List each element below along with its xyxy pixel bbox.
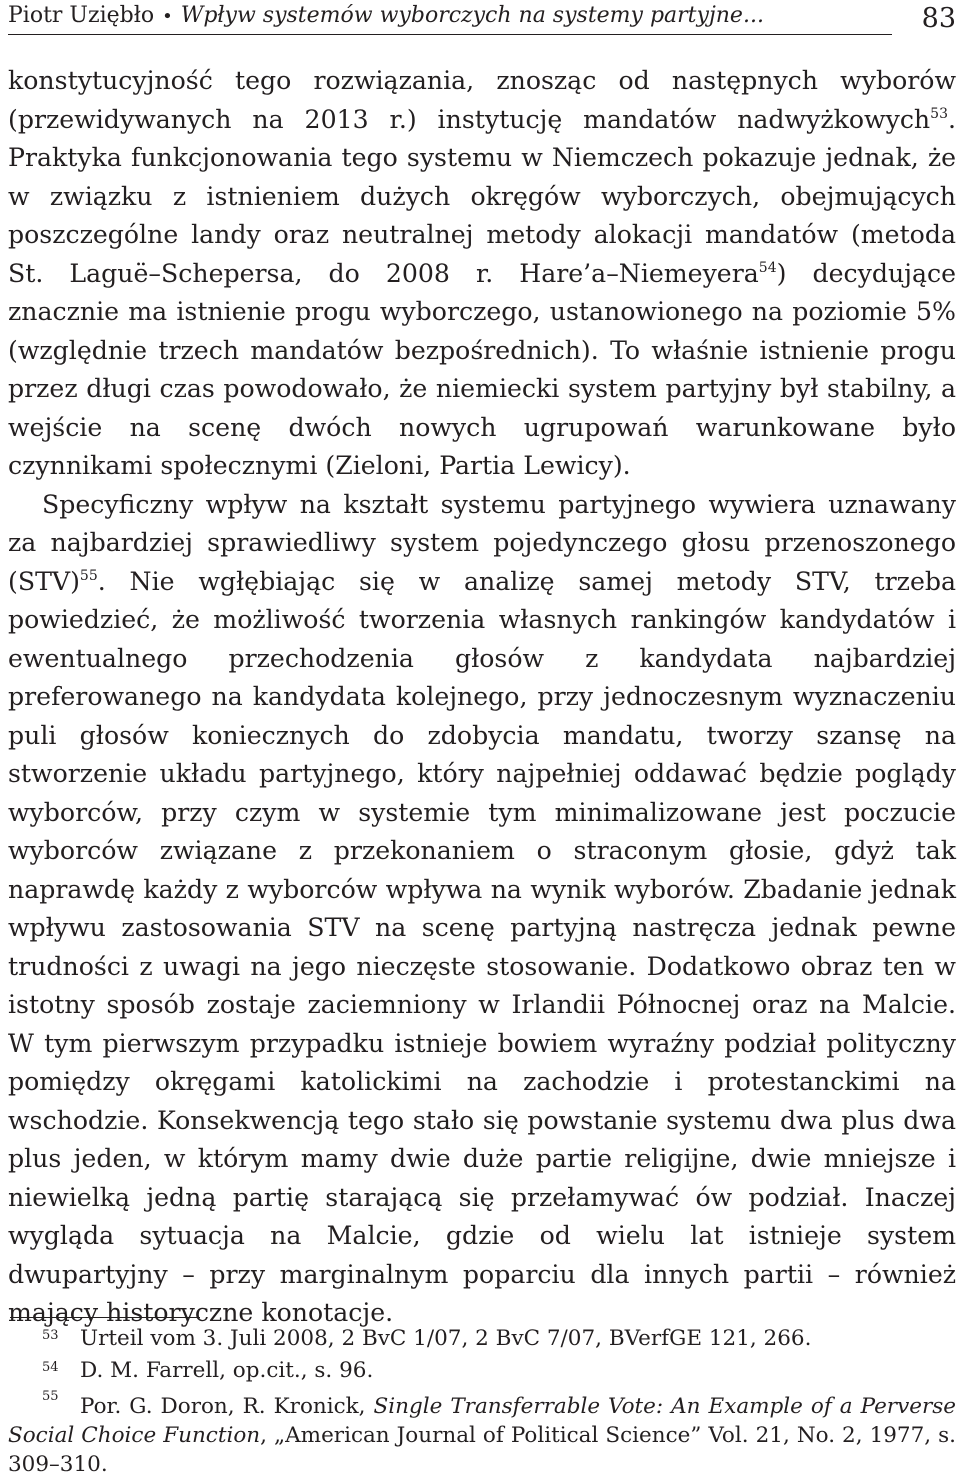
footnote-number: 53 <box>42 1328 59 1343</box>
footnote-53 <box>8 1324 956 1356</box>
paragraph-2-text-b: . Nie wgłębiając się w analizę samej metody STV, trzeba powiedzieć, że możliwość tworzenia własnych rankingów kandydatów i ewentualnego przechodzenia głosów z kandydata najbardziej preferowanego na kandydata kolejnego, przy jednoczesnym wyznaczeniu puli głosów koniecznych do zdobycia mandatu, tworzy szansę na stworzenie układu partyjnego, który najpełniej oddawać będzie poglądy wyborców, przy czym w systemie tym minimalizowane jest poczucie wyborców związane z przekonaniem o straconym głosie, gdyż tak naprawdę każdy z wyborców wpływa na wynik wyborów. Zbadanie jednak wpływu zastosowania STV na scenę partyjną nastręcza jednak pewne trudności z uwagi na jego nieczęste stosowanie. Dodatkowo obraz ten w istotny sposób zostaje zaciemniony w Irlandii Północnej oraz na Malcie. W tym pierwszym przypadku istnieje bowiem wyraźny podział polityczny pomiędzy okręgami katolickimi na zachodzie i protestanckimi na wschodzie. Konsekwencją tego stało się powstanie systemu dwa plus dwa plus jeden, w którym mamy dwie duże partie religijne, dwie mniejsze i niewielką jedną partię starającą się przełamywać ów podział. Inaczej wygląda sytuacja na Malcie, gdzie od wielu lat istnieje system dwupartyjny – przy marginalnym poparciu dla innych partii – również mający historyczne konotacje. <box>8 566 956 1327</box>
footnote-ref-55[interactable]: 55 <box>79 567 98 584</box>
footnote-text: Urteil vom 3. Juli 2008, 2 BvC 1/07, 2 BvC 7/07, BVerfGE 121, 266. <box>80 1326 812 1351</box>
paragraph-1-text-b: . Praktyka funkcjonowania tego systemu w Niemczech pokazuje jednak, że w związku z istnieniem dużych okręgów wyborczych, obejmujących poszczególne landy oraz neutralnej metody alokacji mandatów (metoda St. Laguë–Schepersa, do 2008 r. Hare’a–Niemeyera <box>8 104 956 288</box>
header-bullet: • <box>162 6 173 27</box>
footnote-ref-53[interactable]: 53 <box>930 105 948 122</box>
footnote-divider <box>10 1317 200 1318</box>
footnote-55 <box>8 1388 956 1479</box>
page-number: 83 <box>921 3 956 34</box>
header-author: Piotr Uziębło <box>8 3 155 28</box>
paragraph-1 <box>8 62 956 486</box>
footnote-ref-54[interactable]: 54 <box>758 259 777 276</box>
footnote-number: 54 <box>42 1360 59 1375</box>
body-text <box>8 62 956 1333</box>
footnote-text-prefix: Por. G. Doron, R. Kronick, <box>80 1394 374 1419</box>
footnote-text: D. M. Farrell, op.cit., s. 96. <box>80 1358 374 1383</box>
footnote-article-title: Single Transferrable Vote: An Example of a Perverse Social Choice Function <box>8 1394 956 1448</box>
paragraph-1-text-a: konstytucyjność tego rozwiązania, znosząc od następnych wyborów (przewidywanych na 2013 r.) instytucję mandatów nadwyżkowych <box>8 66 956 134</box>
footnote-54 <box>8 1356 956 1388</box>
footnotes <box>8 1324 956 1479</box>
paragraph-2-text-a: Specyficzny wpływ na kształt systemu partyjnego wywiera uznawany za najbardziej sprawiedliwy system pojedynczego głosu przenoszonego (STV) <box>8 489 956 596</box>
footnote-text-suffix: , „American Journal of Political Science” Vol. 21, No. 2, 1977, s. 309–310. <box>8 1423 957 1477</box>
footnote-number: 55 <box>42 1389 59 1404</box>
running-head <box>8 0 892 35</box>
header-title: Wpływ systemów wyborczych na systemy partyjne... <box>180 3 764 28</box>
paragraph-2 <box>8 486 956 1333</box>
paragraph-1-text-c: ) decydujące znacznie ma istnienie progu wyborczego, ustanowionego na poziomie 5% (względnie trzech mandatów bezpośrednich). To właśnie istnienie progu przez długi czas powodowało, że niemiecki system partyjny był stabilny, a wejście na scenę dwóch nowych ugrupowań warunkowane było czynnikami społecznymi (Zieloni, Partia Lewicy). <box>8 258 957 480</box>
